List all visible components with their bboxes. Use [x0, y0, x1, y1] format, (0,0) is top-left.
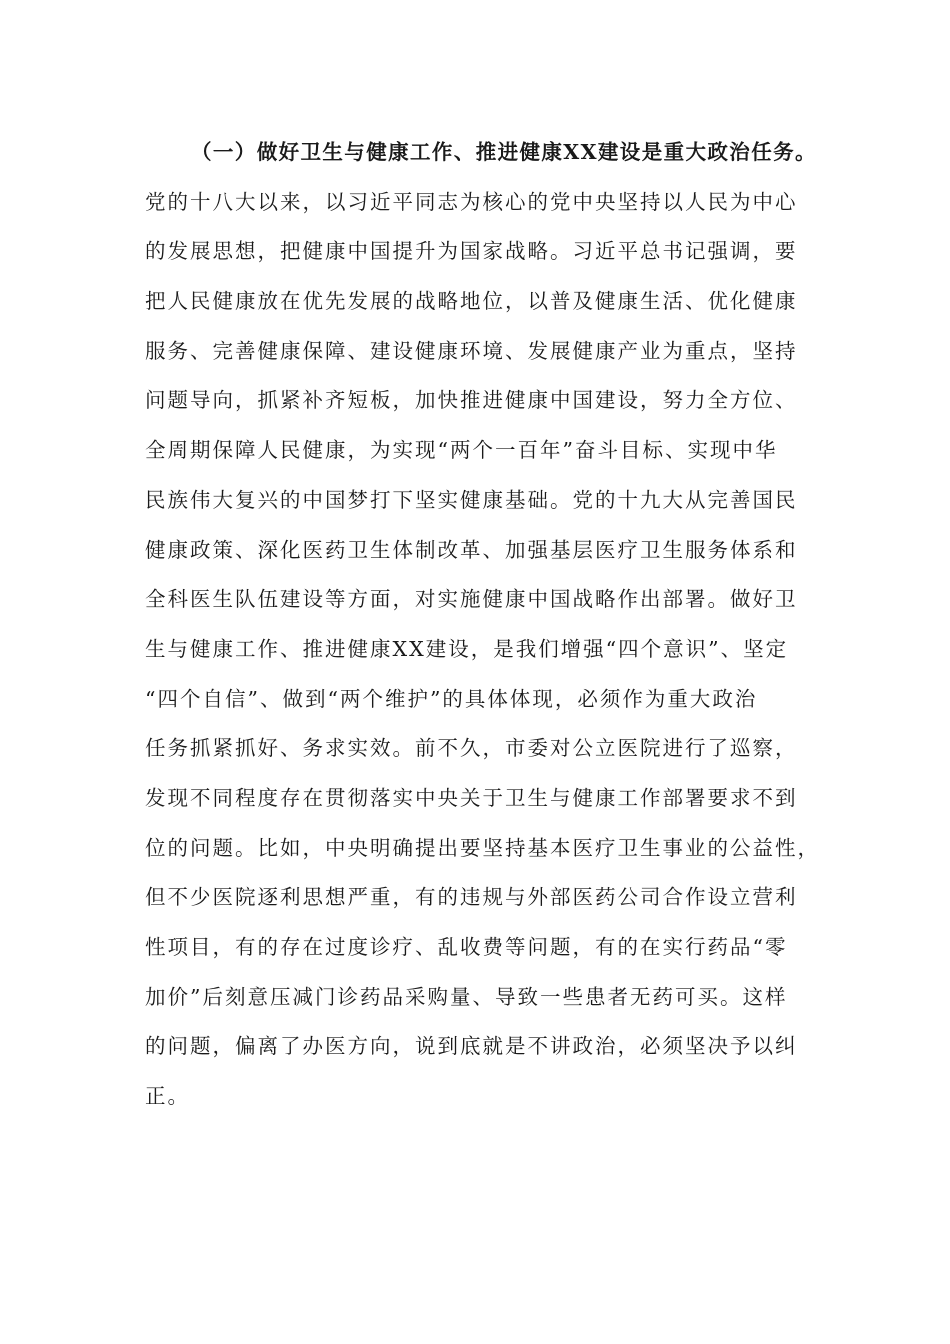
- body-line: 位的问题。比如，中央明确提出要坚持基本医疗卫生事业的公益性，: [145, 835, 820, 860]
- body-line: 的问题，偏离了办医方向，说到底就是不讲政治，必须坚决予以纠: [145, 1034, 798, 1059]
- body-line: 生与健康工作、推进健康XX建设，是我们增强“四个意识”、坚定: [145, 636, 789, 661]
- body-line: 任务抓紧抓好、务求实效。前不久，市委对公立医院进行了巡察，: [145, 736, 798, 761]
- body-line: 健康政策、深化医药卫生体制改革、加强基层医疗卫生服务体系和: [145, 537, 798, 562]
- body-line: 民族伟大复兴的中国梦打下坚实健康基础。党的十九大从完善国民: [145, 487, 798, 512]
- section-heading: （一）做好卫生与健康工作、推进健康XX建设是重大政治任务。: [191, 140, 817, 164]
- body-line: 但不少医院逐利思想严重，有的违规与外部医药公司合作设立营利: [145, 885, 798, 910]
- body-line: 党的十八大以来，以习近平同志为核心的党中央坚持以人民为中心: [145, 189, 798, 214]
- document-body: [145, 128, 825, 1122]
- body-line: 性项目，有的存在过度诊疗、乱收费等问题，有的在实行药品“零: [145, 935, 788, 959]
- body-line: 正。: [145, 1084, 190, 1109]
- body-line: 服务、完善健康保障、建设健康环境、发展健康产业为重点，坚持: [145, 338, 798, 363]
- body-line: 问题导向，抓紧补齐短板，加快推进健康中国建设，努力全方位、: [145, 388, 798, 413]
- body-line: 的发展思想，把健康中国提升为国家战略。习近平总书记强调，要: [145, 239, 798, 264]
- body-line: 全周期保障人民健康，为实现“两个一百年”奋斗目标、实现中华: [145, 438, 778, 463]
- body-line: 把人民健康放在优先发展的战略地位，以普及健康生活、优化健康: [145, 289, 798, 314]
- body-line: 加价”后刻意压减门诊药品采购量、导致一些患者无药可买。这样: [145, 984, 788, 1009]
- body-line: 全科医生队伍建设等方面，对实施健康中国战略作出部署。做好卫: [145, 587, 798, 612]
- body-line: 发现不同程度存在贯彻落实中央关于卫生与健康工作部署要求不到: [145, 785, 798, 810]
- body-line: “四个自信”、做到“两个维护”的具体体现，必须作为重大政治: [145, 686, 758, 711]
